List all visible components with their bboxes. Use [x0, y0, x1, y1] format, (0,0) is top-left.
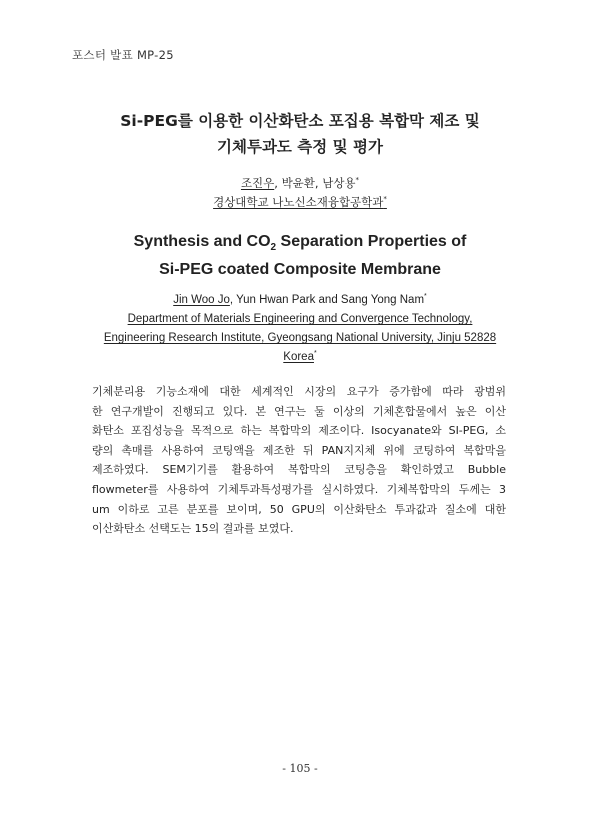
- korean-corresponding-mark: *: [355, 176, 360, 185]
- abstract-line: flowmeter를 사용하여 기체투과특성평가를 실시하였다. 기체복합막의 두께는 3: [92, 482, 506, 496]
- english-affiliation-mark: *: [313, 350, 317, 358]
- abstract-line: 기체분리용 기능소재에 대한 세계적인 시장의 요구가 증가함에 따라 광범위: [92, 385, 506, 398]
- korean-affiliation: [0, 193, 600, 212]
- english-corresponding-mark: *: [424, 293, 427, 301]
- english-title-line-2: Si-PEG coated Composite Membrane: [159, 261, 441, 278]
- korean-presenting-author: 조진우: [240, 176, 275, 190]
- abstract: [92, 382, 506, 539]
- english-presenting-author: Jin Woo Jo: [173, 294, 230, 306]
- english-affiliation-line-3: [90, 348, 510, 367]
- abstract-line: 량의 촉매를 사용하여 코팅액을 제조한 뒤 PAN지지체 위에 코팅하여 복합막을: [92, 443, 506, 457]
- abstract-line: 한 연구개발이 진행되고 있다. 본 연구는 둘 이상의 기체혼합물에서 높은 이산: [92, 404, 506, 418]
- english-title-subscript: 2: [270, 242, 277, 254]
- korean-authors-block: [0, 174, 600, 212]
- korean-affiliation-mark: *: [383, 195, 387, 204]
- abstract-line: 이산화탄소 선택도는 15의 결과를 보였다.: [92, 522, 294, 536]
- english-affiliation-country: Korea: [283, 351, 314, 363]
- english-authors: [90, 291, 510, 310]
- korean-title-line-1: Si-PEG를 이용한 이산화탄소 포집용 복합막 제조 및: [120, 112, 480, 130]
- korean-authors: [0, 174, 600, 193]
- abstract-line: 화탄소 포집성능을 목적으로 하는 복합막의 제조이다. Isocyanate와 SI-PEG, 소: [92, 424, 506, 438]
- english-title-post: Separation Properties of: [276, 233, 467, 250]
- english-title-line-1: [0, 228, 600, 256]
- english-affiliation-line-2: Engineering Research Institute, Gyeongsang National University, Jinju 52828: [103, 332, 497, 344]
- abstract-line: um 이하로 고른 분포를 보이며, 50 GPU의 이산화탄소 투과값과 질소에 대한: [92, 502, 506, 516]
- english-affiliation-line-1: Department of Materials Engineering and Convergence Technology,: [127, 313, 473, 325]
- english-title-pre: Synthesis and CO: [133, 233, 271, 250]
- korean-title: [0, 108, 600, 160]
- english-coauthors: , Yun Hwan Park and Sang Yong Nam: [229, 294, 425, 306]
- korean-affiliation-text: 경상대학교 나노신소재융합공학과: [213, 195, 384, 209]
- english-title: [0, 228, 600, 284]
- korean-coauthors: , 박윤환, 남상용: [274, 176, 356, 190]
- korean-title-line-2: 기체투과도 측정 및 평가: [217, 138, 383, 156]
- session-label: 포스터 발표 MP-25: [72, 48, 174, 62]
- abstract-line: 제조하였다. SEM기기를 활용하여 복합막의 코팅층을 확인하였고 Bubble: [92, 463, 506, 477]
- page-number: - 105 -: [282, 762, 318, 775]
- english-authors-block: [90, 291, 510, 367]
